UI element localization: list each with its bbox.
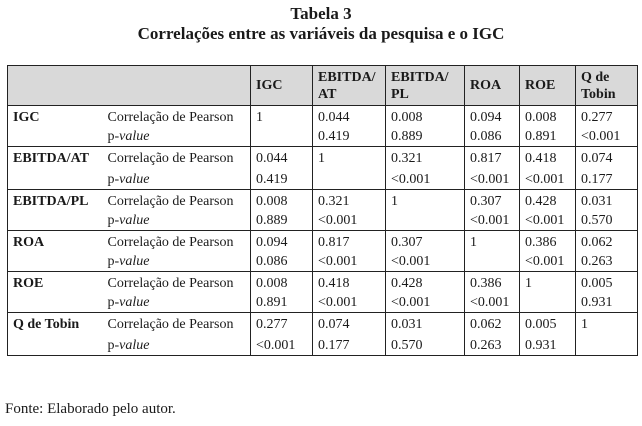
correlation-cell — [251, 313, 313, 356]
table-title: Correlações entre as variáveis da pesquisa e o IGC — [137, 24, 505, 43]
p-value-label — [108, 127, 246, 146]
p-value: <0.001 — [391, 254, 431, 269]
pearson-value: 0.321 — [391, 151, 423, 166]
pearson-value: 0.074 — [581, 151, 613, 166]
p-value: <0.001 — [391, 295, 431, 310]
p-value: <0.001 — [470, 295, 510, 310]
p-value: 0.419 — [256, 172, 288, 187]
correlation-cell — [313, 272, 386, 313]
correlation-cell — [251, 190, 313, 231]
stat-labels — [103, 231, 251, 272]
pearson-label: Correlação de Pearson — [107, 276, 234, 291]
pearson-value: 0.062 — [470, 317, 502, 332]
correlation-cell — [313, 231, 386, 272]
pearson-value: 1 — [318, 151, 325, 166]
correlation-cell — [520, 231, 576, 272]
p-value-suffix: value — [119, 129, 150, 144]
table-row — [8, 313, 638, 356]
p-value: <0.001 — [318, 254, 358, 269]
row-variable-name: IGC — [8, 106, 103, 147]
p-value-prefix: p- — [107, 295, 120, 310]
p-value-label — [108, 293, 246, 312]
p-value: 0.419 — [318, 129, 350, 144]
pearson-value: 0.008 — [256, 194, 288, 209]
table-row — [8, 147, 638, 190]
correlation-cell — [386, 106, 465, 147]
pearson-value: 0.386 — [525, 235, 557, 250]
p-value-prefix: p- — [107, 129, 120, 144]
correlation-cell — [520, 313, 576, 356]
p-value-suffix: value — [119, 254, 150, 269]
correlation-cell — [251, 147, 313, 190]
pearson-value: 0.817 — [470, 151, 502, 166]
pearson-value: 0.418 — [318, 276, 350, 291]
p-value: 0.891 — [256, 295, 288, 310]
correlation-cell — [313, 313, 386, 356]
p-value: 0.570 — [391, 338, 423, 353]
p-value-suffix: value — [119, 338, 150, 353]
correlation-cell — [251, 272, 313, 313]
pearson-value: 0.044 — [318, 110, 350, 125]
header-row — [8, 66, 638, 106]
p-value-suffix: value — [119, 213, 150, 228]
row-variable-name: EBITDA/AT — [8, 147, 103, 190]
table-row — [8, 231, 638, 272]
p-value-prefix: p- — [107, 338, 120, 353]
p-value: <0.001 — [391, 172, 431, 187]
p-value: 0.889 — [391, 129, 423, 144]
p-value-label — [108, 170, 246, 189]
pearson-value: 0.307 — [470, 194, 502, 209]
p-value-suffix: value — [119, 172, 150, 187]
pearson-label: Correlação de Pearson — [107, 235, 234, 250]
pearson-label: Correlação de Pearson — [107, 151, 234, 166]
pearson-value: 0.321 — [318, 194, 350, 209]
correlation-cell — [576, 313, 638, 356]
p-value-prefix: p- — [107, 254, 120, 269]
p-value: 0.931 — [581, 295, 613, 310]
column-header: EBITDA/ AT — [313, 66, 386, 106]
correlation-cell — [465, 272, 520, 313]
correlation-cell — [576, 147, 638, 190]
p-value: <0.001 — [318, 213, 358, 228]
correlation-cell — [386, 272, 465, 313]
pearson-value: 0.031 — [391, 317, 423, 332]
p-value: 0.263 — [470, 338, 502, 353]
correlation-cell — [251, 231, 313, 272]
p-value: 0.177 — [318, 338, 350, 353]
correlation-cell — [251, 106, 313, 147]
p-value-suffix: value — [119, 295, 150, 310]
correlation-cell — [386, 147, 465, 190]
pearson-value: 0.428 — [391, 276, 423, 291]
pearson-value: 0.005 — [581, 276, 613, 291]
correlation-cell — [465, 190, 520, 231]
pearson-value: 0.031 — [581, 194, 613, 209]
pearson-value: 1 — [581, 317, 588, 332]
correlation-cell — [313, 147, 386, 190]
row-variable-name: EBITDA/PL — [8, 190, 103, 231]
column-header: ROA — [465, 66, 520, 106]
correlation-cell — [576, 190, 638, 231]
pearson-value: 0.428 — [525, 194, 557, 209]
correlation-cell — [465, 147, 520, 190]
pearson-value: 1 — [391, 194, 398, 209]
p-value-prefix: p- — [107, 172, 120, 187]
correlation-cell — [520, 106, 576, 147]
row-variable-name: ROA — [8, 231, 103, 272]
pearson-label: Correlação de Pearson — [107, 110, 234, 125]
correlation-table — [7, 65, 638, 356]
p-value-label — [108, 211, 246, 230]
pearson-value: 1 — [256, 110, 263, 125]
pearson-value: 0.386 — [470, 276, 502, 291]
pearson-value: 1 — [470, 235, 477, 250]
p-value: <0.001 — [525, 172, 565, 187]
pearson-value: 0.008 — [525, 110, 557, 125]
pearson-value: 1 — [525, 276, 532, 291]
table-row — [8, 272, 638, 313]
p-value: <0.001 — [470, 172, 510, 187]
correlation-cell — [313, 190, 386, 231]
column-header: EBITDA/ PL — [386, 66, 465, 106]
table-number: Tabela 3 — [290, 4, 352, 23]
p-value: 0.177 — [581, 172, 613, 187]
column-header: ROE — [520, 66, 576, 106]
correlation-cell — [520, 272, 576, 313]
p-value: <0.001 — [470, 213, 510, 228]
header-blank-variable — [8, 66, 103, 106]
pearson-value: 0.074 — [318, 317, 350, 332]
stat-labels — [103, 313, 251, 356]
p-value: <0.001 — [525, 213, 565, 228]
pearson-value: 0.008 — [391, 110, 423, 125]
p-value: 0.891 — [525, 129, 557, 144]
column-header: IGC — [251, 66, 313, 106]
p-value: <0.001 — [581, 129, 621, 144]
correlation-cell — [520, 147, 576, 190]
stat-labels — [103, 147, 251, 190]
p-value: 0.086 — [470, 129, 502, 144]
p-value: 0.263 — [581, 254, 613, 269]
p-value: 0.570 — [581, 213, 613, 228]
correlation-cell — [386, 313, 465, 356]
table-row — [8, 106, 638, 147]
p-value: <0.001 — [525, 254, 565, 269]
correlation-cell — [465, 106, 520, 147]
column-header: Q de Tobin — [576, 66, 638, 106]
pearson-value: 0.008 — [256, 276, 288, 291]
pearson-value: 0.817 — [318, 235, 350, 250]
pearson-value: 0.418 — [525, 151, 557, 166]
pearson-value: 0.307 — [391, 235, 423, 250]
stat-labels — [103, 106, 251, 147]
pearson-label: Correlação de Pearson — [107, 194, 234, 209]
correlation-cell — [386, 190, 465, 231]
stat-labels — [103, 190, 251, 231]
pearson-label: Correlação de Pearson — [107, 317, 234, 332]
p-value: <0.001 — [318, 295, 358, 310]
p-value: 0.889 — [256, 213, 288, 228]
pearson-value: 0.094 — [256, 235, 288, 250]
pearson-value: 0.005 — [525, 317, 557, 332]
source-note: Fonte: Elaborado pelo autor. — [5, 401, 176, 417]
pearson-value: 0.094 — [470, 110, 502, 125]
correlation-cell — [576, 231, 638, 272]
pearson-value: 0.277 — [256, 317, 288, 332]
p-value-label — [108, 252, 246, 271]
correlation-cell — [465, 231, 520, 272]
header-blank-stat — [103, 66, 251, 106]
correlation-cell — [465, 313, 520, 356]
p-value-prefix: p- — [107, 213, 120, 228]
p-value: 0.931 — [525, 338, 557, 353]
correlation-cell — [576, 272, 638, 313]
table-body — [8, 106, 638, 356]
pearson-value: 0.062 — [581, 235, 613, 250]
pearson-value: 0.044 — [256, 151, 288, 166]
row-variable-name: ROE — [8, 272, 103, 313]
correlation-cell — [576, 106, 638, 147]
correlation-cell — [386, 231, 465, 272]
correlation-cell — [520, 190, 576, 231]
stat-labels — [103, 272, 251, 313]
correlation-cell — [313, 106, 386, 147]
p-value: 0.086 — [256, 254, 288, 269]
pearson-value: 0.277 — [581, 110, 613, 125]
p-value-label — [108, 336, 246, 355]
table-row — [8, 190, 638, 231]
p-value: <0.001 — [256, 338, 296, 353]
row-variable-name: Q de Tobin — [8, 313, 103, 356]
